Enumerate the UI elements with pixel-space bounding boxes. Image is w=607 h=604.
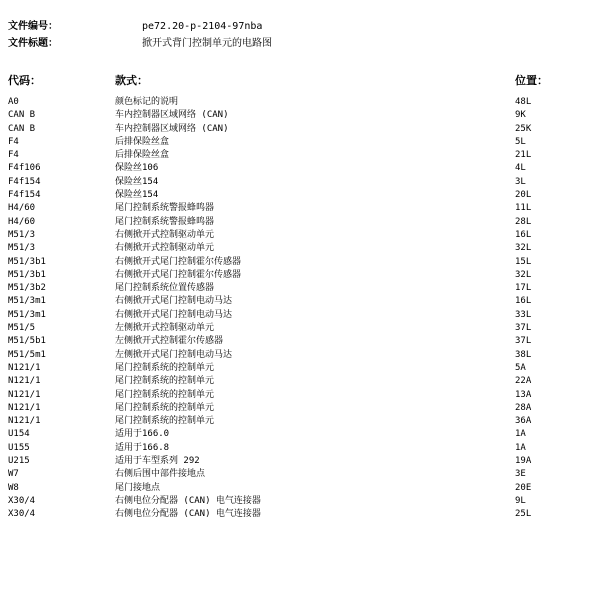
component-position: 5L bbox=[515, 136, 526, 147]
component-position: 28L bbox=[515, 216, 532, 227]
component-code: CAN B bbox=[8, 123, 36, 134]
component-position: 22A bbox=[515, 376, 532, 387]
component-position: 20E bbox=[515, 482, 532, 493]
component-description: 右侧掀开式尾门控制霍尔传感器 bbox=[115, 256, 242, 267]
component-position: 32L bbox=[515, 243, 532, 254]
component-code: M51/3b2 bbox=[8, 283, 46, 294]
table-row bbox=[0, 149, 607, 162]
component-code: X30/4 bbox=[8, 509, 36, 520]
component-position: 5A bbox=[515, 362, 526, 373]
component-description: 尾门控制系统警报蜂鸣器 bbox=[115, 203, 215, 214]
table-row bbox=[0, 176, 607, 189]
component-position: 9K bbox=[515, 110, 526, 121]
component-code: U154 bbox=[8, 429, 30, 440]
component-position: 32L bbox=[515, 269, 532, 280]
description-column-header: 款式： bbox=[115, 74, 148, 87]
table-row bbox=[0, 242, 607, 255]
table-row bbox=[0, 96, 607, 109]
component-table bbox=[0, 96, 607, 522]
component-position: 19A bbox=[515, 456, 532, 467]
component-position: 21L bbox=[515, 150, 532, 161]
component-code: X30/4 bbox=[8, 495, 36, 506]
table-row bbox=[0, 256, 607, 269]
table-row bbox=[0, 335, 607, 348]
doc-number-label: 文件编号： bbox=[8, 21, 58, 32]
table-row bbox=[0, 282, 607, 295]
component-code: M51/3b1 bbox=[8, 256, 46, 267]
component-position: 16L bbox=[515, 229, 532, 240]
component-code: A0 bbox=[8, 97, 19, 107]
component-position: 4L bbox=[515, 163, 526, 174]
component-code: W7 bbox=[8, 469, 19, 480]
code-column-header: 代码： bbox=[8, 74, 41, 87]
component-position: 25K bbox=[515, 123, 532, 134]
component-position: 17L bbox=[515, 283, 532, 294]
component-position: 36A bbox=[515, 416, 532, 427]
component-description: 左侧掀开式控制霍尔传感器 bbox=[115, 336, 224, 347]
component-code: N121/1 bbox=[8, 389, 41, 400]
table-row bbox=[0, 455, 607, 468]
component-code: U215 bbox=[8, 456, 30, 467]
component-position: 13A bbox=[515, 389, 532, 400]
component-description: 适用于166.8 bbox=[115, 442, 170, 453]
component-description: 尾门控制系统警报蜂鸣器 bbox=[115, 216, 215, 227]
table-row bbox=[0, 269, 607, 282]
doc-title-label: 文件标题： bbox=[8, 38, 58, 49]
component-position: 25L bbox=[515, 509, 532, 520]
table-row bbox=[0, 123, 607, 136]
table-row bbox=[0, 508, 607, 521]
component-code: M51/5m1 bbox=[8, 349, 46, 360]
table-row bbox=[0, 442, 607, 455]
component-code: N121/1 bbox=[8, 402, 41, 413]
component-position: 3E bbox=[515, 469, 526, 480]
table-row bbox=[0, 309, 607, 322]
component-code: CAN B bbox=[8, 110, 36, 121]
table-row bbox=[0, 295, 607, 308]
component-description: 尾门接地点 bbox=[115, 482, 161, 493]
position-column-header: 位置： bbox=[515, 74, 548, 87]
component-position: 33L bbox=[515, 309, 532, 320]
table-row bbox=[0, 482, 607, 495]
component-code: M51/3 bbox=[8, 243, 36, 254]
component-code: M51/3m1 bbox=[8, 296, 46, 307]
component-position: 37L bbox=[515, 336, 532, 347]
component-description: 右侧掀开式尾门控制电动马达 bbox=[115, 296, 233, 307]
component-description: 右侧后围中部件接地点 bbox=[115, 469, 206, 480]
component-description: 保险丝154 bbox=[115, 176, 159, 187]
component-position: 11L bbox=[515, 203, 532, 214]
component-position: 16L bbox=[515, 296, 532, 307]
doc-number-value: pe72.20-p-2104-97nba bbox=[142, 21, 263, 32]
component-description: 右侧电位分配器 (CAN) 电气连接器 bbox=[115, 509, 261, 520]
component-code: M51/3 bbox=[8, 229, 36, 240]
component-position: 1A bbox=[515, 442, 526, 453]
component-code: F4f154 bbox=[8, 190, 41, 201]
component-code: N121/1 bbox=[8, 362, 41, 373]
component-description: 尾门控制系统的控制单元 bbox=[115, 402, 215, 413]
table-row bbox=[0, 428, 607, 441]
component-code: F4 bbox=[8, 150, 19, 161]
component-code: N121/1 bbox=[8, 376, 41, 387]
component-code: F4f106 bbox=[8, 163, 41, 174]
table-row bbox=[0, 136, 607, 149]
component-code: U155 bbox=[8, 442, 30, 453]
component-description: 尾门控制系统的控制单元 bbox=[115, 362, 215, 373]
table-row bbox=[0, 375, 607, 388]
table-row bbox=[0, 495, 607, 508]
component-description: 左侧掀开式控制驱动单元 bbox=[115, 323, 215, 334]
component-code: M51/3m1 bbox=[8, 309, 46, 320]
component-code: M51/5b1 bbox=[8, 336, 46, 347]
component-position: 15L bbox=[515, 256, 532, 267]
component-description: 颜色标记的说明 bbox=[115, 97, 179, 107]
component-description: 后排保险丝盒 bbox=[115, 136, 170, 147]
component-description: 车内控制器区域网络 (CAN) bbox=[115, 123, 229, 134]
component-code: F4 bbox=[8, 136, 19, 147]
table-row bbox=[0, 415, 607, 428]
component-description: 适用于车型系列 292 bbox=[115, 456, 200, 467]
component-position: 3L bbox=[515, 176, 526, 187]
table-row bbox=[0, 162, 607, 175]
component-description: 适用于166.0 bbox=[115, 429, 170, 440]
component-description: 右侧掀开式控制驱动单元 bbox=[115, 243, 215, 254]
component-position: 28A bbox=[515, 402, 532, 413]
table-row bbox=[0, 402, 607, 415]
component-position: 20L bbox=[515, 190, 532, 201]
component-description: 保险丝106 bbox=[115, 163, 159, 174]
table-row bbox=[0, 389, 607, 402]
component-position: 38L bbox=[515, 349, 532, 360]
component-code: M51/3b1 bbox=[8, 269, 46, 280]
table-row bbox=[0, 202, 607, 215]
component-description: 右侧掀开式控制驱动单元 bbox=[115, 229, 215, 240]
component-description: 尾门控制系统的控制单元 bbox=[115, 389, 215, 400]
component-description: 车内控制器区域网络 (CAN) bbox=[115, 110, 229, 121]
table-row bbox=[0, 322, 607, 335]
doc-title-value: 掀开式背门控制单元的电路图 bbox=[142, 38, 272, 49]
component-description: 尾门控制系统位置传感器 bbox=[115, 283, 215, 294]
component-code: N121/1 bbox=[8, 416, 41, 427]
component-description: 右侧掀开式尾门控制霍尔传感器 bbox=[115, 269, 242, 280]
table-row bbox=[0, 216, 607, 229]
component-code: H4/60 bbox=[8, 216, 36, 227]
component-description: 后排保险丝盒 bbox=[115, 150, 170, 161]
component-code: H4/60 bbox=[8, 203, 36, 214]
component-position: 9L bbox=[515, 495, 526, 506]
component-description: 右侧掀开式尾门控制电动马达 bbox=[115, 309, 233, 320]
component-description: 左侧掀开式尾门控制电动马达 bbox=[115, 349, 233, 360]
table-row bbox=[0, 229, 607, 242]
table-row bbox=[0, 362, 607, 375]
table-row bbox=[0, 109, 607, 122]
component-position: 48L bbox=[515, 97, 532, 107]
table-row bbox=[0, 468, 607, 481]
component-description: 尾门控制系统的控制单元 bbox=[115, 416, 215, 427]
component-description: 右侧电位分配器 (CAN) 电气连接器 bbox=[115, 495, 261, 506]
component-description: 保险丝154 bbox=[115, 190, 159, 201]
component-code: W8 bbox=[8, 482, 19, 493]
component-description: 尾门控制系统的控制单元 bbox=[115, 376, 215, 387]
component-code: F4f154 bbox=[8, 176, 41, 187]
table-row bbox=[0, 189, 607, 202]
component-code: M51/5 bbox=[8, 323, 36, 334]
table-row bbox=[0, 349, 607, 362]
component-position: 1A bbox=[515, 429, 526, 440]
component-position: 37L bbox=[515, 323, 532, 334]
